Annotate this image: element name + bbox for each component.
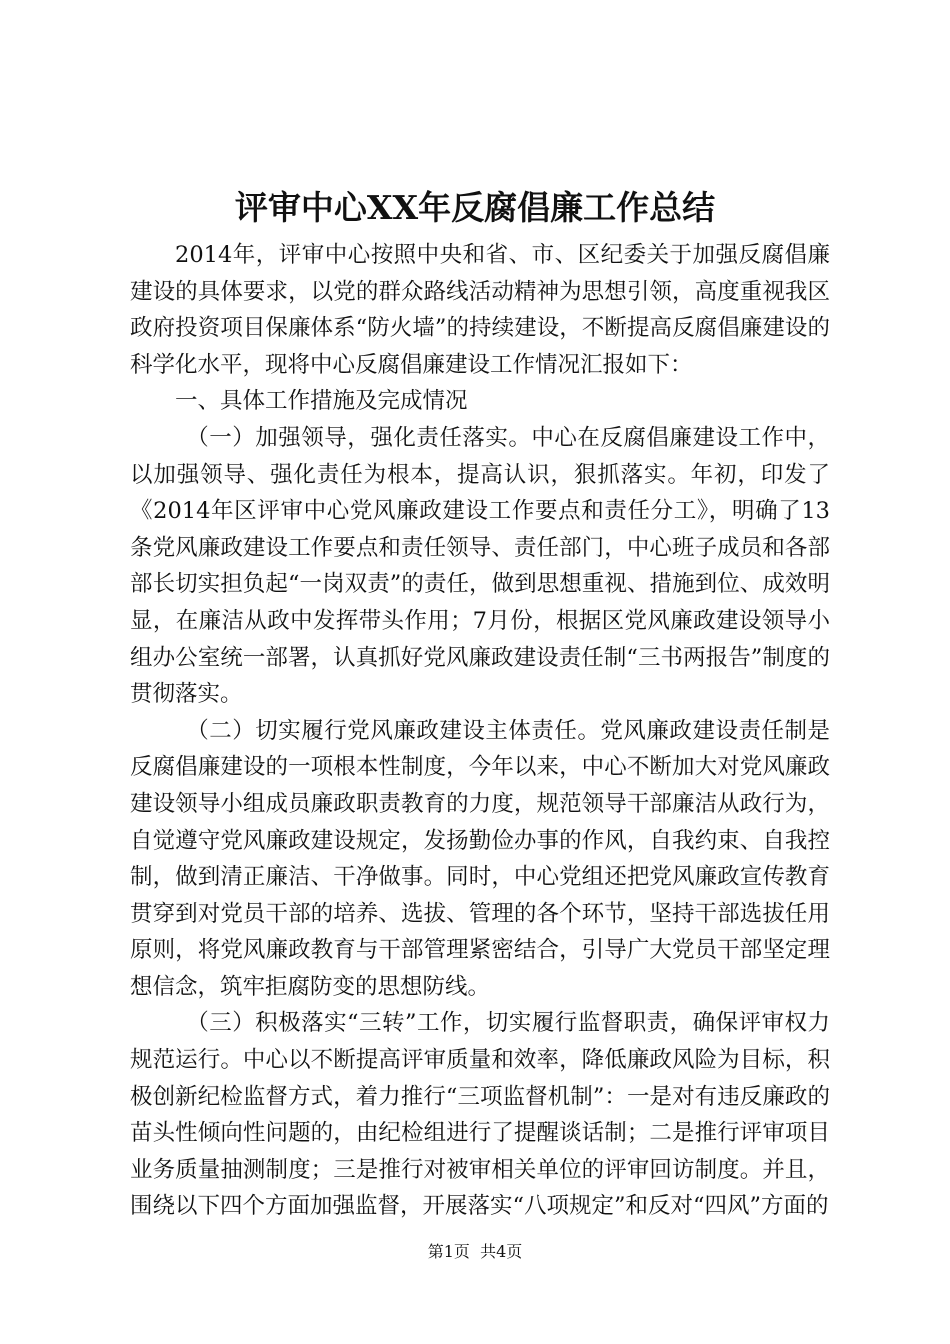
page-footer — [0, 1241, 950, 1263]
page-number: 第1页 — [427, 1242, 470, 1261]
paragraph-item-3: （三）积极落实“三转”工作，切实履行监督职责，确保评审权力规范运行。中心以不断提高评审质量和效率，降低廉政风险为目标，积极创新纪检监督方式，着力推行“三项监督机制”：一是对有违反廉政的苗头性倾向性问题的，由纪检组进行了提醒谈话制；二是推行评审项目业务质量抽测制度；三是推行对被审相关单位的评审回访制度。并且，围绕以下四个方面加强监督，开展落实“八项规定”和反对“四风”方面的 — [130, 1010, 830, 1220]
section-heading: 一、具体工作措施及完成情况 — [175, 388, 468, 415]
document-body — [130, 237, 830, 1225]
page-total: 共4页 — [480, 1242, 523, 1261]
document-title: 评审中心XX年反腐倡廉工作总结 — [234, 188, 716, 227]
intro-paragraph: 2014年，评审中心按照中央和省、市、区纪委关于加强反腐倡廉建设的具体要求，以党的群众路线活动精神为思想引领，高度重视我区政府投资项目保廉体系“防火墙”的持续建设，不断提高反腐倡廉建设的科学化水平，现将中心反腐倡廉建设工作情况汇报如下： — [130, 242, 830, 378]
footer-spacer — [470, 1242, 480, 1261]
paragraph-item-1: （一）加强领导，强化责任落实。中心在反腐倡廉建设工作中，以加强领导、强化责任为根本，提高认识，狠抓落实。年初，印发了《2014年区评审中心党风廉政建设工作要点和责任分工》，明确了13条党风廉政建设工作要点和责任领导、责任部门，中心班子成员和各部部长切实担负起“一岗双责”的责任，做到思想重视、措施到位、成效明显，在廉洁从政中发挥带头作用；7月份，根据区党风廉政建设领导小组办公室统一部署，认真抓好党风廉政建设责任制“三书两报告”制度的贯彻落实。 — [130, 424, 830, 708]
paragraph-item-2: （二）切实履行党风廉政建设主体责任。党风廉政建设责任制是反腐倡廉建设的一项根本性制度，今年以来，中心不断加大对党风廉政建设领导小组成员廉政职责教育的力度，规范领导干部廉洁从政行为，自觉遵守党风廉政建设规定，发扬勤俭办事的作风，自我约束、自我控制，做到清正廉洁、干净做事。同时，中心党组还把党风廉政宣传教育贯穿到对党员干部的培养、选拔、管理的各个环节，坚持干部选拔任用原则，将党风廉政教育与干部管理紧密结合，引导广大党员干部坚定理想信念，筑牢拒腐防变的思想防线。 — [130, 717, 830, 1000]
